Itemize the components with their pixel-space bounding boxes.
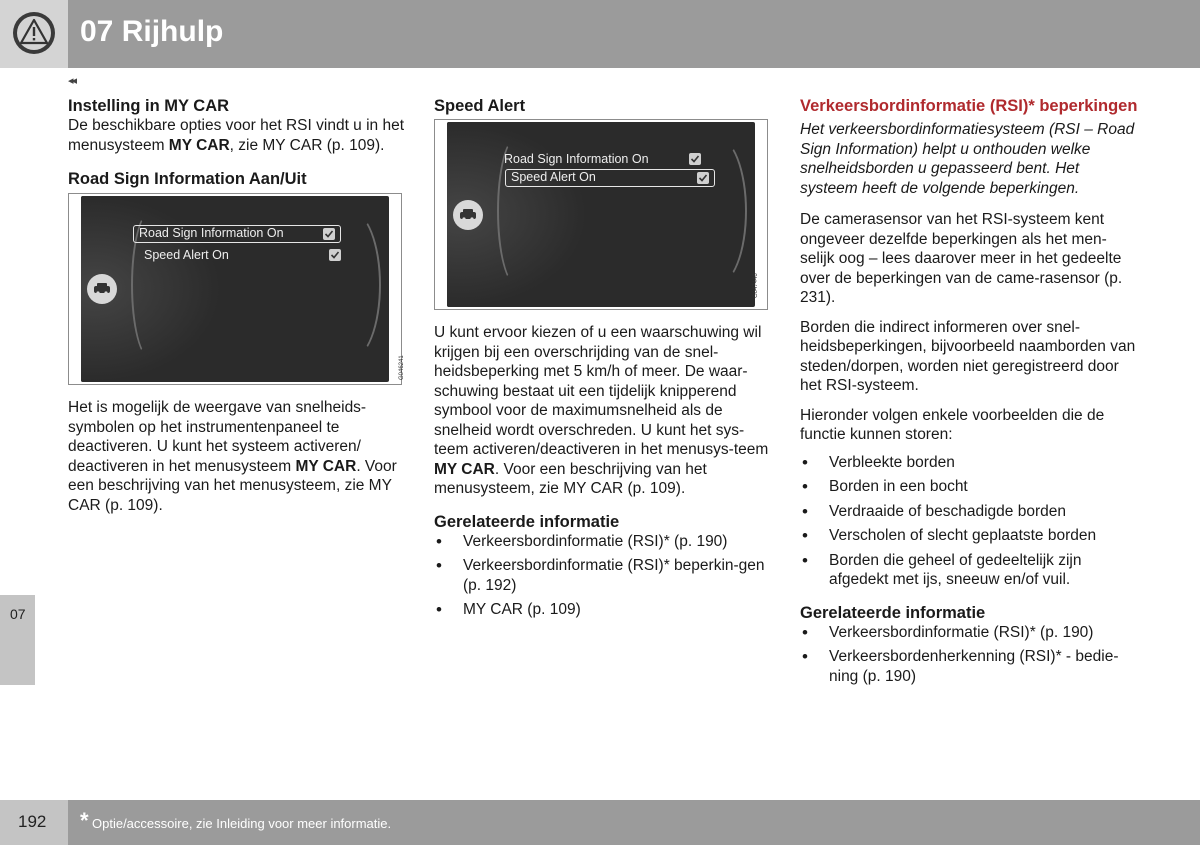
- paragraph-deactivate: Het is mogelijk de weergave van snelheids-symbolen op het instrumentenpaneel te deactiveren. U kunt het systeem activeren/ deactiveren in het menusysteem MY CAR. Voor een beschrijving van het menusysteem, zie MY CAR (p. 109).: [68, 399, 397, 514]
- related-link[interactable]: • Verkeersbordinformatie (RSI)* (p. 190): [434, 532, 774, 552]
- list-item: • Borden in een bocht: [800, 477, 1140, 497]
- list-item: • Verscholen of slecht geplaatste borden: [800, 526, 1140, 546]
- page-number-box: [0, 800, 68, 845]
- related-link[interactable]: • Verkeersbordenherkenning (RSI)* - bedie-ning (p. 190): [800, 647, 1140, 686]
- related-link[interactable]: • MY CAR (p. 109): [434, 600, 774, 620]
- heading-instelling: Instelling in MY CAR: [68, 97, 230, 115]
- paragraph-instelling: De beschikbare opties voor het RSI vindt u in het menusysteem MY CAR, zie MY CAR (p. 109).: [68, 117, 405, 154]
- menu-item-road-sign-info: Road Sign Information On: [133, 225, 341, 243]
- column-left: [68, 96, 408, 515]
- related-link[interactable]: • Verkeersbordinformatie (RSI)* beperkin-gen (p. 192): [434, 556, 774, 595]
- checkbox-checked-icon: [329, 249, 341, 261]
- menu-item-road-sign-info: Road Sign Information On: [504, 152, 649, 166]
- figure-code: G047446: [753, 273, 759, 298]
- chapter-title: 07 Rijhulp: [80, 15, 224, 48]
- page-footer: [0, 800, 1200, 845]
- list-item: • Borden die geheel of gedeeltelijk zijn afgedekt met ijs, sneeuw en/of vuil.: [800, 551, 1140, 590]
- warning-badge: [0, 0, 68, 68]
- related-links-list: [800, 623, 1140, 687]
- heading-related-info: Gerelateerde informatie: [800, 603, 986, 622]
- car-icon: [453, 200, 483, 230]
- page-header: [0, 0, 1200, 68]
- screen-figure-rsi: [68, 193, 405, 385]
- car-icon: [87, 274, 117, 304]
- warning-triangle-icon: [13, 12, 55, 54]
- page-number: 192: [18, 812, 47, 831]
- heading-road-sign-info: Road Sign Information Aan/Uit: [68, 170, 307, 188]
- list-item: • Verdraaide of beschadigde borden: [800, 502, 1140, 522]
- menu-item-speed-alert: Speed Alert On: [144, 248, 229, 262]
- footer-note-box: [68, 800, 1200, 845]
- heading-related-info: Gerelateerde informatie: [434, 512, 620, 531]
- heading-speed-alert: Speed Alert: [434, 97, 526, 115]
- column-middle: [434, 96, 774, 625]
- paragraph-indirect-signs: Borden die indirect informeren over snel-heidsbeperkingen, bijvoorbeeld naamborden van steden/dorpen, worden niet geregistreerd door het RSI-systeem.: [800, 318, 1136, 394]
- checkbox-checked-icon: [323, 228, 335, 240]
- related-links-list: [434, 532, 774, 620]
- examples-list: [800, 453, 1140, 590]
- menu-item-speed-alert: Speed Alert On: [505, 169, 715, 187]
- paragraph-speed-alert: U kunt ervoor kiezen of u een waarschuwing wil krijgen bij een overschrijding van de snel-heidsbeperking met 5 km/h of meer. De waar-schuwing bestaat uit een tijdelijk knipperend symbool voor de maximumsnelheid als de snelheid wordt overschreden. U kunt het sys-teem activeren/deactiveren in het menusys-teem MY CAR. Voor een beschrijving van het menusysteem, zie MY CAR (p. 109).: [434, 324, 769, 497]
- figure-code: G046241: [399, 355, 405, 380]
- list-item: • Verbleekte borden: [800, 453, 1140, 473]
- screen-figure-speed-alert: [434, 119, 768, 310]
- checkbox-checked-icon: [689, 153, 701, 165]
- paragraph-camera-sensor: De camerasensor van het RSI-systeem kent ongeveer dezelfde beperkingen als het men-selijk oog – lees daarover meer in het gedeelte over de beperkingen van de came-rasensor (p. 231).: [800, 211, 1123, 306]
- footer-note: Optie/accessoire, zie Inleiding voor meer informatie.: [92, 816, 392, 831]
- intro-paragraph: Het verkeersbordinformatiesysteem (RSI – Road Sign Information) helpt u onthouden welke snelheidsborden u gepasseerd bent. Het systeem heeft de volgende beperkingen.: [800, 121, 1135, 197]
- related-link[interactable]: • Verkeersbordinformatie (RSI)* (p. 190): [800, 623, 1140, 643]
- heading-rsi-limitations: Verkeersbordinformatie (RSI)* beperkingen: [800, 97, 1138, 115]
- checkbox-checked-icon: [697, 172, 709, 184]
- previous-page-arrows-icon[interactable]: ◂◂: [68, 75, 76, 87]
- column-right: [800, 96, 1140, 691]
- asterisk-marker: *: [80, 808, 89, 833]
- paragraph-examples-intro: Hieronder volgen enkele voorbeelden die de functie kunnen storen:: [800, 406, 1105, 443]
- chapter-side-tab: 07: [0, 595, 35, 685]
